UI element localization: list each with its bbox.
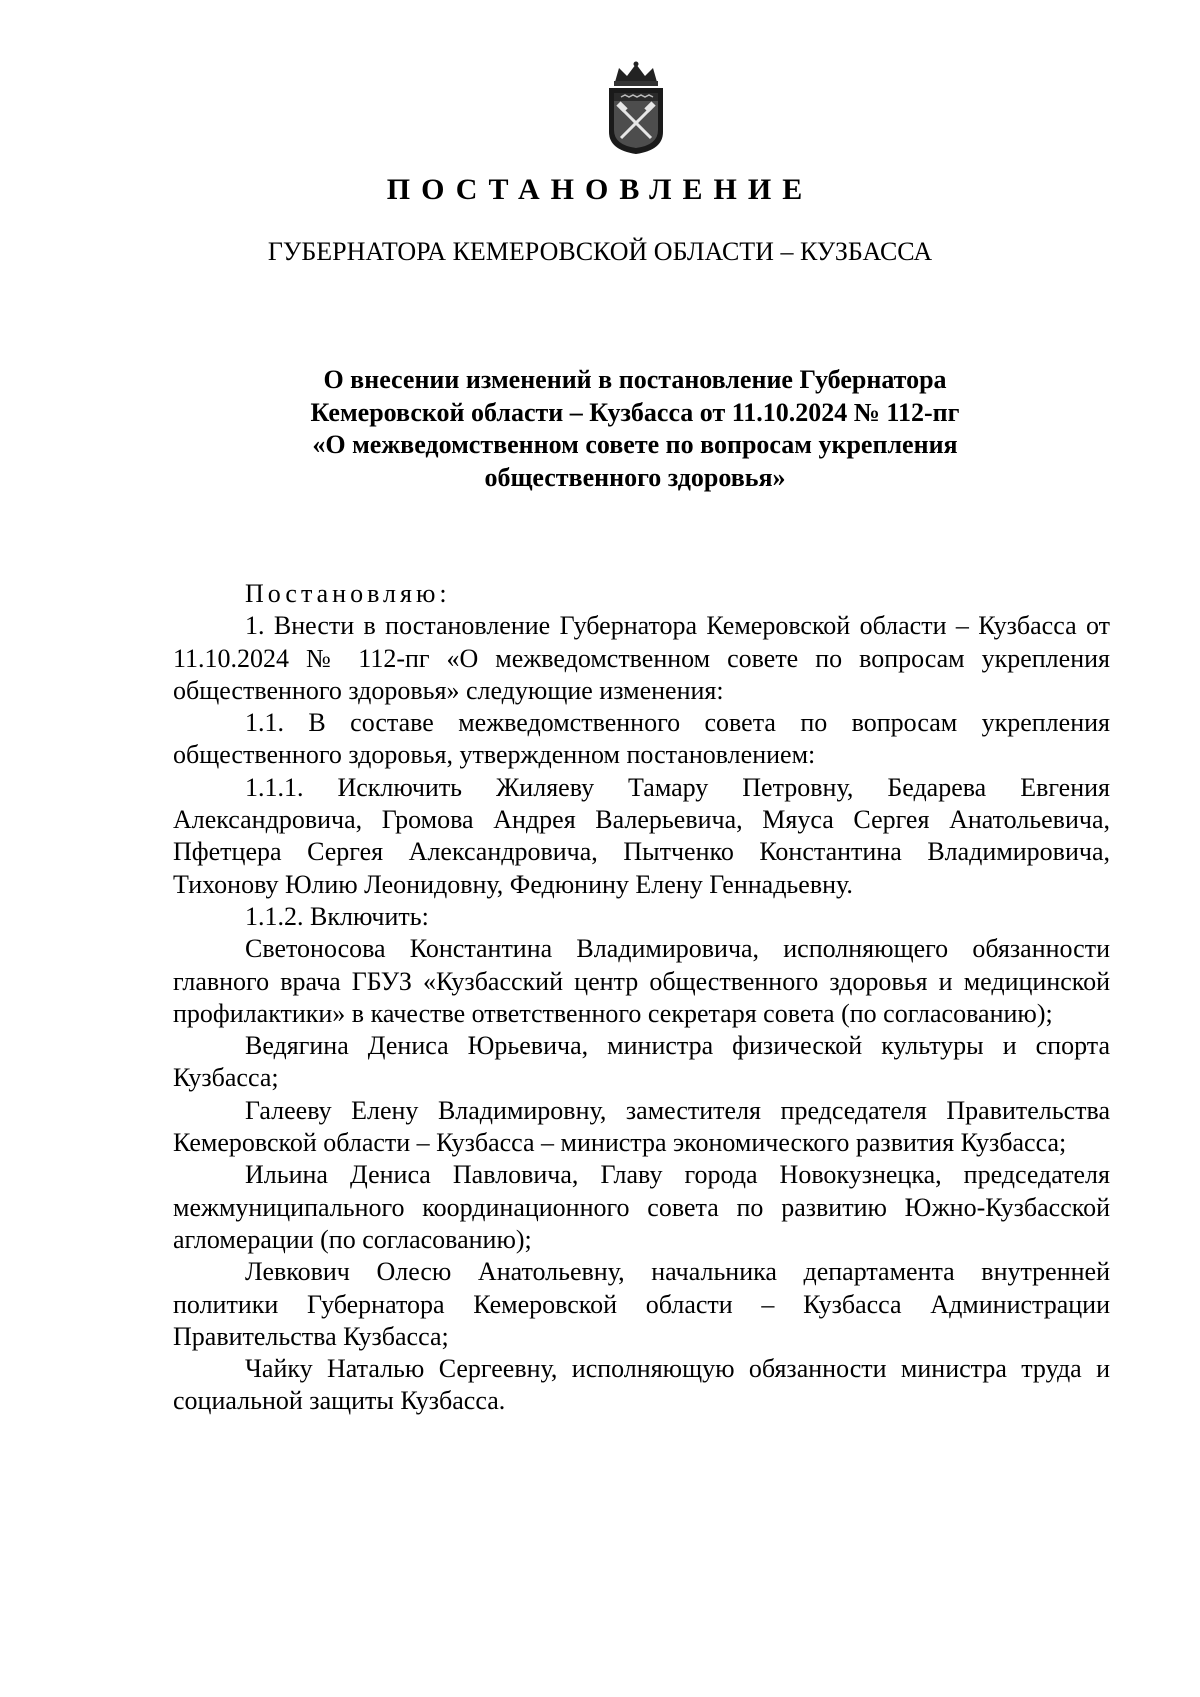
title-line: Кемеровской области – Кузбасса от 11.10.2024 № 112-пг: [310, 397, 960, 427]
title-line: общественного здоровья»: [484, 462, 786, 492]
body-paragraph: Ильина Дениса Павловича, Главу города Новокузнецка, председателя межмуниципального координационного совета по развитию Южно-Кузбасской агломерации (по согласованию);: [173, 1160, 1110, 1254]
title-line: О внесении изменений в постановление Губернатора: [323, 365, 947, 394]
coat-of-arms-icon: [601, 60, 671, 156]
body-paragraph: Чайку Наталью Сергеевну, исполняющую обязанности министра труда и социальной защиты Кузбасса.: [173, 1354, 1110, 1416]
body-paragraph: 1.1.2. Включить:: [245, 901, 429, 931]
body-paragraph: 1.1. В составе межведомственного совета по вопросам укрепления общественного здоровья, утвержденном постановлением:: [173, 708, 1110, 770]
body-paragraph: Светоносова Константина Владимировича, исполняющего обязанности главного врача ГБУЗ «Кузбасский центр общественного здоровья и медицинской профилактики» в качестве ответственного секретаря совета (по согласованию);: [173, 934, 1110, 1028]
document-body: [173, 578, 1110, 1418]
document-title: [160, 364, 1110, 494]
body-paragraph: Ведягина Дениса Юрьевича, министра физической культуры и спорта Кузбасса;: [173, 1031, 1110, 1093]
issuer-heading: ГУБЕРНАТОРА КЕМЕРОВСКОЙ ОБЛАСТИ – КУЗБАССА: [267, 237, 933, 266]
title-line: «О межведомственном совете по вопросам укрепления: [312, 430, 958, 459]
body-paragraph: 1. Внести в постановление Губернатора Кемеровской области – Кузбасса от 11.10.2024 № 112-пг «О межведомственном совете по вопросам укрепления общественного здоровья» следующие изменения:: [173, 611, 1110, 705]
body-paragraph: 1.1.1. Исключить Жиляеву Тамару Петровну, Бедарева Евгения Александровича, Громова Андрея Валерьевича, Мяуса Сергея Анатольевича, Пфетцера Сергея Александровича, Пытченко Константина Владимировича, Тихонову Юлию Леонидовну, Федюнину Елену Геннадьевну.: [173, 772, 1110, 899]
body-paragraph: Левкович Олесю Анатольевну, начальника департамента внутренней политики Губернатора Кемеровской области – Кузбасса Администрации Правительства Кузбасса;: [173, 1257, 1110, 1351]
decree-word: Постановляю:: [245, 579, 451, 608]
document-type-heading: ПОСТАНОВЛЕНИЕ: [386, 173, 814, 206]
body-paragraph: Галееву Елену Владимировну, заместителя председателя Правительства Кемеровской области – Кузбасса – министра экономического развития Кузбасса;: [173, 1095, 1110, 1158]
